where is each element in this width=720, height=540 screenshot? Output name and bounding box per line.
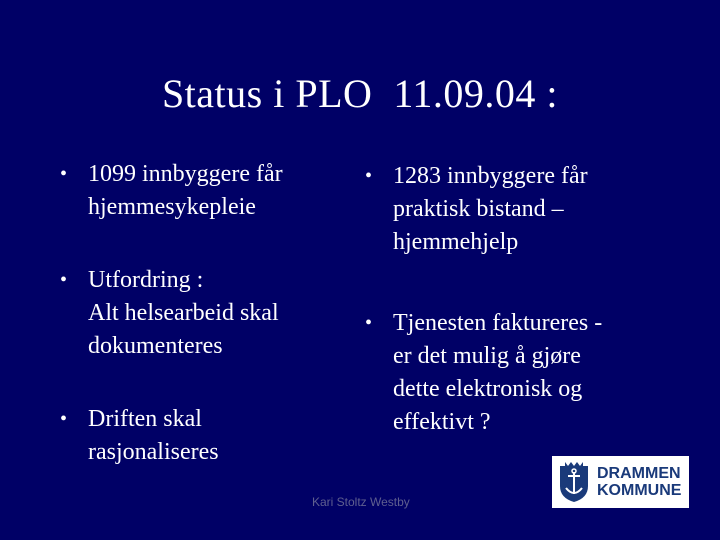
bullet-icon: • [365,165,373,187]
bullet-text: Tjenesten faktureres - er det mulig å gjøre dette elektronisk og effektivt ? [393,310,603,435]
left-bullet-item [60,403,340,469]
right-bullet-item [365,160,665,259]
bullet-text: Driften skal rasjonaliseres [88,406,219,465]
logo-line-2: KOMMUNE [597,482,682,499]
bullet-text: 1283 innbyggere får praktisk bistand – hjemmehjelp [393,163,588,255]
footer-author: Kari Stoltz Westby [312,495,410,509]
bullet-icon: • [60,408,68,430]
left-column [60,158,340,469]
right-column [365,160,665,439]
left-bullet-item [60,158,340,224]
bullet-text: 1099 innbyggere får hjemmesykepleie [88,161,283,220]
logo-text [597,465,681,499]
drammen-crest-icon [557,460,591,504]
bullet-icon: • [60,269,68,291]
logo-line-1: DRAMMEN [597,465,681,482]
bullet-icon: • [365,312,373,334]
bullet-icon: • [60,163,68,185]
slide-title: Status i PLO 11.09.04 : [161,71,559,116]
bullet-text: Utfordring : Alt helsearbeid skal dokumenteres [88,267,279,359]
left-bullet-item [60,264,340,363]
right-bullet-item [365,307,665,439]
drammen-logo [552,456,689,508]
